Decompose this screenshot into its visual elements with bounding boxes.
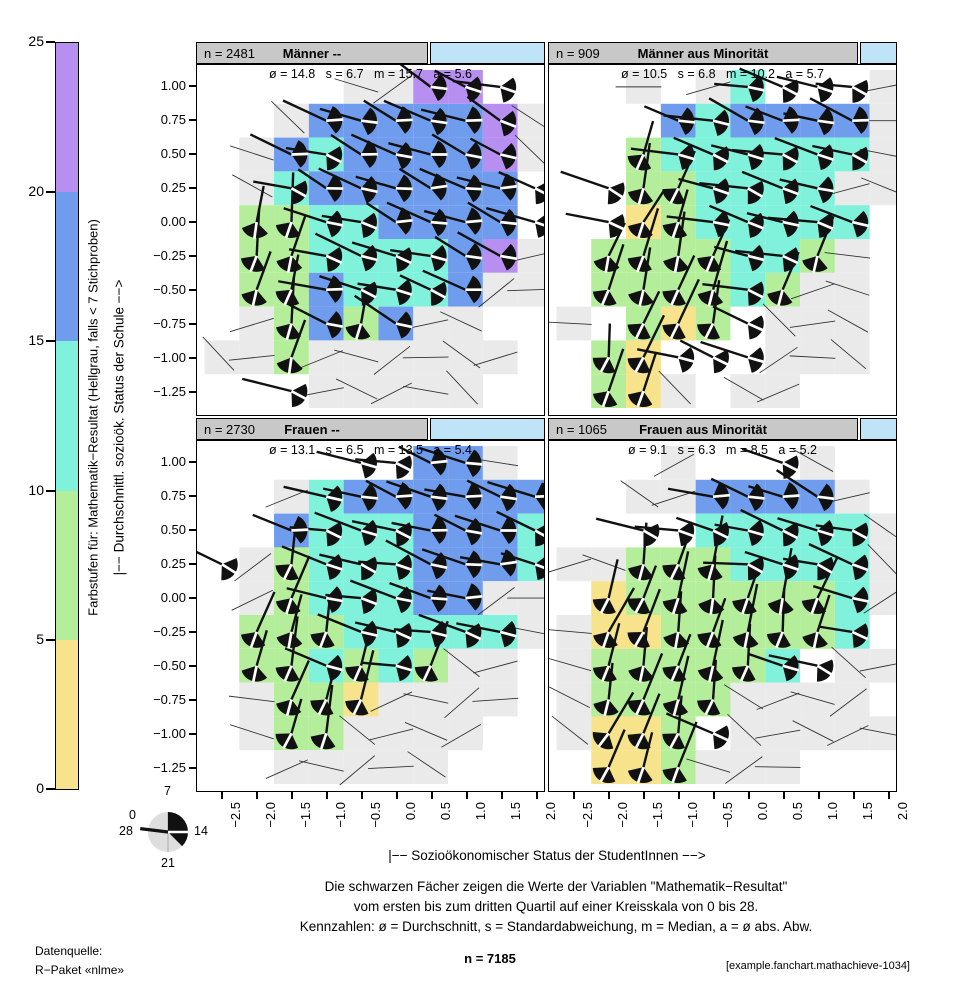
median-stripe [326,120,343,121]
y-tick-label: 1.00 [160,78,186,93]
y-tick-mark [189,699,196,701]
x-tick-label: −2.5 [580,802,595,828]
key-fan-sector [168,812,188,832]
colorbar-tick-label: 15 [28,332,44,349]
fan-handle-line [242,379,291,391]
x-tick-mark [221,792,223,799]
x-tick-mark [573,792,575,799]
y-tick-mark [189,221,196,223]
panel-n-count: n = 2481 [204,46,255,61]
fan-handle-line [703,563,748,565]
x-tick-mark [256,792,258,799]
caption-line-2: vom ersten bis zum dritten Quartil auf einer Kreisskala von 0 bis 28. [353,899,759,914]
x-tick-mark [818,792,820,799]
x-tick-mark [466,792,468,799]
cell-few-samples [518,239,545,273]
panel-title: Männer -- [282,46,342,61]
colorbar-segment [56,491,78,640]
y-tick-mark [189,767,196,769]
colorbar-tick-mark [46,639,55,641]
x-tick-label: −1.0 [685,802,700,828]
x-tick-label: 0.0 [755,802,770,821]
plot-panel-frauen [196,440,545,792]
x-tick-mark [678,792,680,799]
median-stripe [783,496,800,497]
median-stripe [678,121,695,123]
y-tick-label: −0.75 [153,316,186,331]
y-tick-mark [189,255,196,257]
key-label-7: 7 [164,784,171,798]
median-stripe [396,120,413,121]
median-stripe [535,496,545,497]
panel-strip-segment [860,42,897,64]
median-stripe [465,596,482,598]
y-tick-label: 0.25 [160,556,186,571]
y-tick-mark [189,391,196,393]
y-tick-mark [189,461,196,463]
median-stripe [465,463,482,464]
colorbar [55,42,79,790]
colorbar-tick-label: 0 [36,780,44,796]
median-stripe [465,564,482,565]
colorbar-tick-mark [46,788,55,790]
colorbar-tick-label: 20 [28,182,44,199]
y-tick-label: 0.50 [160,522,186,537]
median-stripe [783,120,800,121]
colorbar-segment [56,341,78,490]
panel-header-maenner [196,42,545,64]
fan-handle-line [609,324,610,358]
colorbar-segment [56,192,78,341]
x-tick-label: 0.0 [403,802,418,821]
x-tick-label: 2.0 [895,802,910,821]
y-axis-label: |−− Durchschnittl. sozioök. Status der Schule −−> [111,279,127,576]
y-tick-label: 0.50 [160,146,186,161]
cell-few-samples [518,615,545,649]
median-stripe [396,496,413,497]
y-tick-mark [189,85,196,87]
median-stripe [748,497,765,499]
y-tick-label: −1.00 [153,350,186,365]
total-n: n = 7185 [464,951,516,966]
median-stripe [291,530,308,531]
plot-panel-frauen-minoritaet [548,440,897,792]
y-tick-mark [189,495,196,497]
x-tick-label: 0.5 [438,802,453,821]
x-tick-label: 1.5 [860,802,875,821]
median-stripe [431,222,448,223]
colorbar-segment [56,640,78,789]
x-tick-mark [396,792,398,799]
key-label-28: 28 [119,824,133,838]
x-tick-mark [748,792,750,799]
cell-few-samples [870,716,897,750]
x-tick-mark [361,792,363,799]
x-tick-mark [888,792,890,799]
x-tick-mark [853,792,855,799]
y-tick-label: −0.25 [153,624,186,639]
y-tick-label: −0.75 [153,692,186,707]
x-tick-label: 1.5 [508,802,523,821]
median-stripe [361,497,378,499]
x-tick-mark [501,792,503,799]
y-tick-label: 0.00 [160,214,186,229]
x-tick-label: −2.5 [228,802,243,828]
x-tick-mark [713,792,715,799]
median-stripe [431,461,448,463]
panel-strip-segment [860,418,897,440]
x-tick-label: 1.0 [473,802,488,821]
colorbar-segment [56,43,78,192]
figure-tag: [example.fanchart.mathachieve-1034] [725,960,910,972]
colorbar-tick-label: 25 [28,33,44,49]
colorbar-tick-mark [46,340,55,342]
cell-few-samples [870,171,897,205]
x-tick-mark [431,792,433,799]
y-tick-label: −1.25 [153,384,186,399]
median-stripe [500,222,517,224]
x-tick-label: −0.5 [720,802,735,828]
key-label-21: 21 [161,856,175,870]
caption-line-1: Die schwarzen Fächer zeigen die Werte der Variablen "Mathematik−Resultat" [324,879,788,894]
y-tick-mark [189,563,196,565]
y-tick-mark [189,119,196,121]
plot-panel-maenner [196,64,545,416]
median-stripe [852,120,869,121]
panel-strip-segment [430,418,545,440]
x-tick-label: 2.0 [543,802,558,821]
y-tick-mark [189,665,196,667]
median-stripe [465,188,482,189]
caption-line-3: Kennzahlen: ø = Durchschnitt, s = Standardabweichung, m = Median, a = ø abs. Abw. [299,919,813,934]
fan-handle-line [561,172,609,189]
median-stripe [291,154,308,155]
cell-few-samples [870,514,897,548]
cell-few-samples [870,581,897,615]
panel-stats: ø = 14.8 s = 6.7 m = 15.7 a = 5.6 [269,67,472,81]
median-stripe [396,188,413,189]
panel-header-maenner-minoritaet [548,42,897,64]
colorbar-tick-label: 10 [28,481,44,498]
colorbar-tick-mark [46,41,55,43]
y-tick-label: 0.75 [160,488,186,503]
x-tick-mark [536,792,538,799]
y-tick-mark [189,323,196,325]
colorbar-tick-mark [46,490,55,492]
y-tick-label: 0.75 [160,112,186,127]
y-tick-mark [189,631,196,633]
cell-few-samples [870,547,897,581]
median-stripe [396,220,413,222]
panel-title: Frauen -- [284,422,340,437]
y-tick-mark [189,597,196,599]
y-tick-label: −1.25 [153,760,186,775]
median-stripe [465,120,482,121]
y-tick-mark [189,187,196,189]
x-tick-label: −1.5 [298,802,313,828]
median-stripe [465,221,482,222]
panel-n-count: n = 909 [556,46,600,61]
y-tick-label: −0.50 [153,282,186,297]
cell-few-samples [870,649,897,683]
fan-scale-key [120,786,216,878]
panel-header-frauen [196,418,545,440]
fan-handle-line [196,545,222,565]
y-tick-label: 0.25 [160,180,186,195]
x-tick-label: 1.0 [825,802,840,821]
x-axis-label: |−− Sozioökonomischer Status der StudentInnen −−> [388,848,706,863]
y-tick-label: −0.50 [153,658,186,673]
panel-stats: ø = 13.1 s = 6.5 m = 13.5 a = 5.4 [269,443,472,457]
y-tick-label: −1.00 [153,726,186,741]
median-stripe [713,495,730,496]
x-tick-label: −0.5 [368,802,383,828]
y-tick-label: 1.00 [160,454,186,469]
fan-handle-line [566,214,609,222]
y-tick-mark [189,289,196,291]
y-tick-label: −0.25 [153,248,186,263]
y-tick-mark [189,529,196,531]
y-tick-mark [189,357,196,359]
plot-panel-maenner-minoritaet [548,64,897,416]
panel-stats: ø = 10.5 s = 6.8 m = 10.2 a = 5.7 [621,67,824,81]
cell-few-samples [518,104,545,138]
colorbar-tick-label: 5 [36,631,44,648]
panel-n-count: n = 2730 [204,422,255,437]
median-stripe [326,289,343,290]
data-source-name: R−Paket «nlme» [35,963,125,977]
median-stripe [431,598,448,599]
x-tick-label: −1.5 [650,802,665,828]
panel-n-count: n = 1065 [556,422,607,437]
y-tick-mark [189,153,196,155]
key-label-14: 14 [194,824,208,838]
colorbar-label: Farbstufen für: Mathematik−Resultat (Hellgrau, falls < 7 Stichproben) [85,219,101,616]
x-tick-label: 0.5 [790,802,805,821]
key-label-0: 0 [129,808,136,822]
x-tick-mark [291,792,293,799]
cell-few-samples [518,138,545,172]
x-tick-label: −2.0 [615,802,630,828]
panel-header-frauen-minoritaet [548,418,897,440]
y-tick-mark [189,733,196,735]
x-tick-mark [783,792,785,799]
x-tick-mark [326,792,328,799]
panel-strip-segment [430,42,545,64]
x-tick-mark [643,792,645,799]
x-tick-label: −1.0 [333,802,348,828]
panel-title: Frauen aus Minorität [639,422,767,437]
x-tick-label: −2.0 [263,802,278,828]
y-tick-label: 0.00 [160,590,186,605]
panel-title: Männer aus Minorität [637,46,769,61]
median-stripe [465,496,482,497]
data-source-label: Datenquelle: [35,944,103,958]
fan-handle-line [596,519,643,531]
panel-stats: ø = 9.1 s = 6.3 m = 8.5 a = 5.2 [628,443,817,457]
colorbar-tick-mark [46,191,55,193]
cell-few-samples [870,138,897,172]
x-tick-mark [608,792,610,799]
